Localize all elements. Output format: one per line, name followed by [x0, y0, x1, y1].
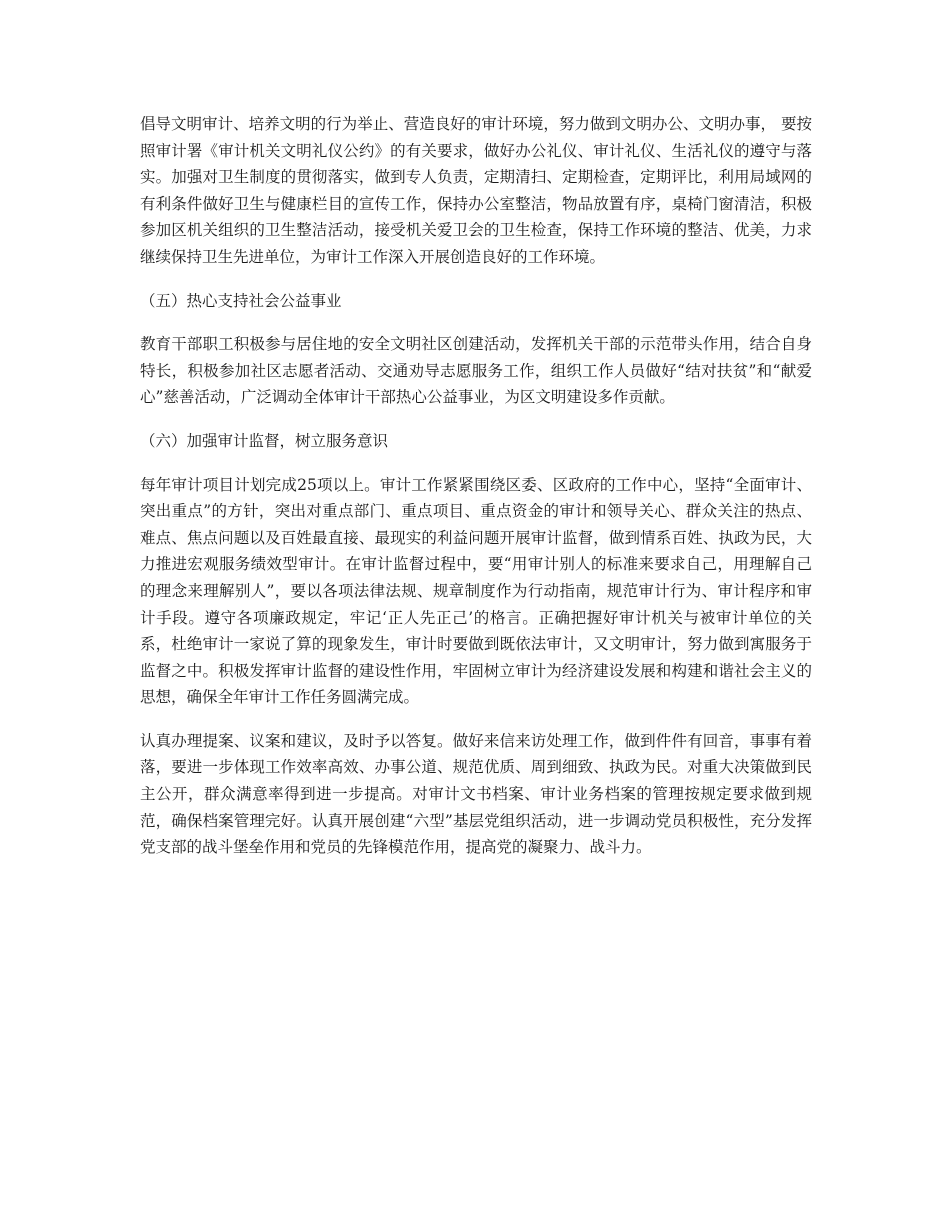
- section-heading-5: （五）热心支持社会公益事业: [140, 291, 342, 310]
- paragraph-audit-supervision: 每年审计项目计划完成25项以上。审计工作紧紧围绕区委、区政府的工作中心，坚持“全面审计、突出重点”的方针，突出对重点部门、重点项目、重点资金的审计和领导关心、群众关注的热点、难点、焦点问题以及百姓最直接、最现实的利益问题开展审计监督，做到情系百姓、执政为民，大力推进宏观服务绩效型审计。在审计监督过程中，要“用审计别人的标准来要求自己，用理解自己的理念来理解别人”，要以各项法律法规、规章制度作为行动指南，规范审计行为、审计程序和审计手段。遵守各项廉政规定，牢记‘正人先正己’的格言。正确把握好审计机关与被审计单位的关系，杜绝审计一家说了算的现象发生，审计时要做到既依法审计，又文明审计，努力做到寓服务于监督之中。积极发挥审计监督的建设性作用，牢固树立审计为经济建设发展和构建和谐社会主义的思想，确保全年审计工作任务圆满完成。: [140, 475, 812, 707]
- document-body: [140, 111, 812, 878]
- paragraph-civility: 倡导文明审计、培养文明的行为举止、营造良好的审计环境，努力做到文明办公、文明办事， 要按照审计署《审计机关文明礼仪公约》的有关要求，做好办公礼仪、审计礼仪、生活礼仪的遵守与落实。加强对卫生制度的贯彻落实，做到专人负责，定期清扫、定期检查，定期评比，利用局域网的有利条件做好卫生与健康栏目的宣传工作，保持办公室整洁，物品放置有序，桌椅门窗清洁，积极参加区机关组织的卫生整洁活动，接受机关爱卫会的卫生检查，保持工作环境的整洁、优美，力求继续保持卫生先进单位，为审计工作深入开展创造良好的工作环境。: [140, 115, 812, 266]
- paragraph-proposals: 认真办理提案、议案和建议，及时予以答复。做好来信来访处理工作，做到件件有回音，事事有着落，要进一步体现工作效率高效、办事公道、规范优质、周到细致、执政为民。对重大决策做到民主公开，群众满意率得到进一步提高。对审计文书档案、审计业务档案的管理按规定要求做到规范，确保档案管理完好。认真开展创建“六型”基层党组织活动，进一步调动党员积极性，充分发挥党支部的战斗堡垒作用和党员的先锋模范作用，提高党的凝聚力、战斗力。: [140, 731, 812, 857]
- section-heading-6: （六）加强审计监督，树立服务意识: [140, 431, 389, 450]
- paragraph-public-welfare: 教育干部职工积极参与居住地的安全文明社区创建活动，发挥机关干部的示范带头作用，结合自身特长，积极参加社区志愿者活动、交通劝导志愿服务工作，组织工作人员做好“结对扶贫”和“献爱心”慈善活动，广泛调动全体审计干部热心公益事业，为区文明建设多作贡献。: [140, 335, 812, 407]
